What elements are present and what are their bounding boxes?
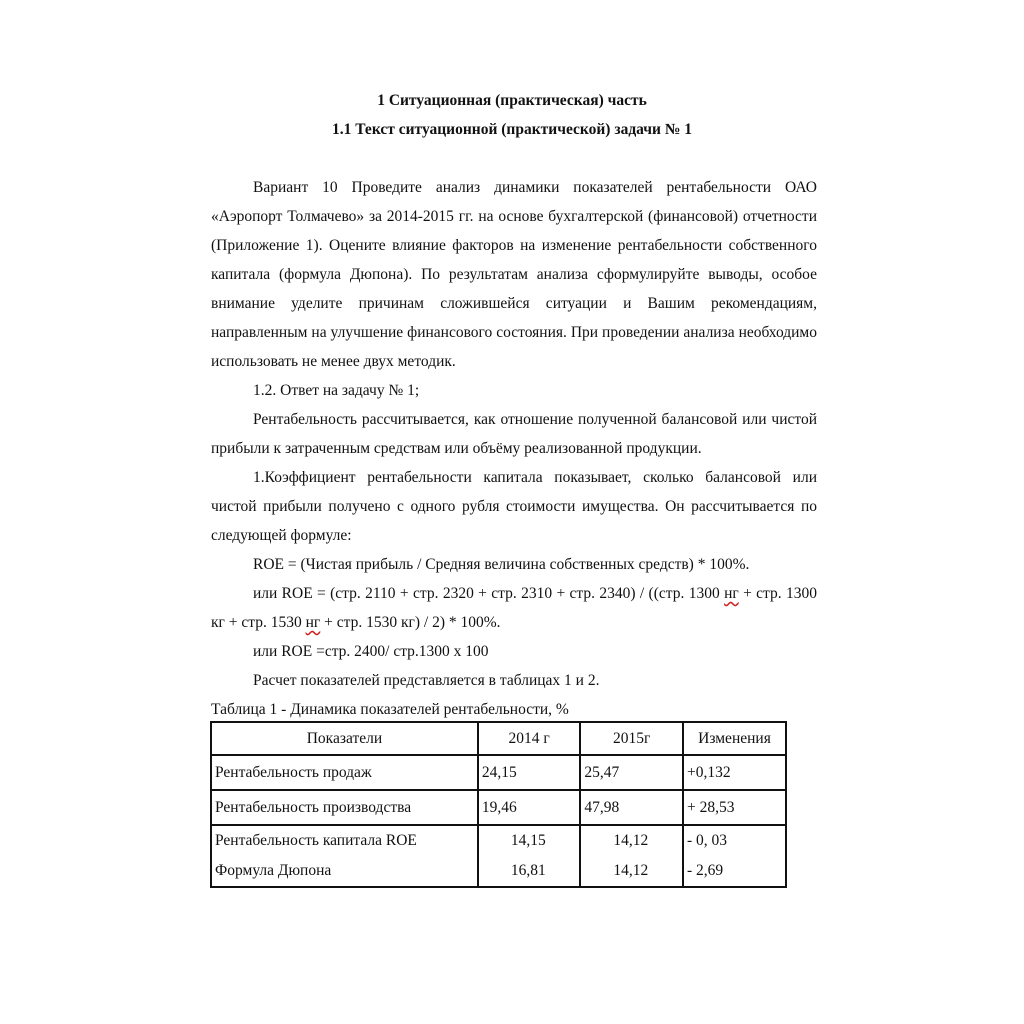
table-cell: 24,15	[478, 755, 581, 790]
table-caption: Таблица 1 - Динамика показателей рентабельности, %	[211, 701, 569, 718]
formula-part: + стр. 1530 кг) / 2) * 100%.	[320, 614, 501, 631]
table-row	[211, 825, 786, 887]
header-cell: Изменения	[683, 722, 786, 755]
table-row	[211, 755, 786, 790]
cell-line: - 2,69	[687, 862, 724, 879]
header-cell: Показатели	[211, 722, 478, 755]
formula-roe-lines	[211, 579, 817, 637]
table-cell: Рентабельность производства	[211, 790, 478, 825]
table-header-row	[211, 722, 786, 755]
task-heading: 1.1 Текст ситуационной (практической) задачи № 1	[331, 121, 693, 138]
table-cell: 25,47	[580, 755, 683, 790]
cell-line: 14,12	[613, 862, 649, 879]
cell-line: 14,15	[510, 832, 546, 849]
table-row	[211, 790, 786, 825]
formula-part: + стр. 1300 кг + стр. 1530	[211, 585, 817, 631]
definition-paragraph: Рентабельность рассчитывается, как отношение полученной балансовой или чистой прибыли к затраченным средствам или объёму реализованной продукции.	[211, 411, 817, 457]
table-cell	[478, 825, 581, 887]
formula-part: или ROE = (стр. 2110 + стр. 2320 + стр. 2310 + стр. 2340) / ((стр. 1300	[253, 585, 725, 602]
misspelled-word: нг	[724, 585, 739, 602]
formula-roe-short: или ROE =стр. 2400/ стр.1300 х 100	[253, 643, 489, 660]
table-cell	[580, 825, 683, 887]
header-cell: 2014 г	[478, 722, 581, 755]
profitability-table	[210, 721, 787, 888]
document-body	[211, 173, 817, 724]
formula-roe: ROE = (Чистая прибыль / Средняя величина собственных средств) * 100%.	[253, 556, 750, 573]
table-cell: +0,132	[683, 755, 786, 790]
cell-line: 16,81	[510, 862, 546, 879]
task-paragraph: Вариант 10 Проведите анализ динамики показателей рентабельности ОАО «Аэропорт Толмачево» за 2014-2015 гг. на основе бухгалтерской (финансовой) отчетности (Приложение 1). Оцените влияние факторов на изменение рентабельности собственного капитала (формула Дюпона). По результатам анализа сформулируйте выводы, особое внимание уделите причинам сложившейся ситуации и Вашим рекомендациям, направленным на улучшение финансового состояния. При проведении анализа необходимо использовать не менее двух методик.	[211, 179, 817, 370]
section-heading: 1 Ситуационная (практическая) часть	[377, 92, 647, 109]
table-cell: 47,98	[580, 790, 683, 825]
table-cell: + 28,53	[683, 790, 786, 825]
table-cell: 19,46	[478, 790, 581, 825]
answer-title: 1.2. Ответ на задачу № 1;	[253, 382, 420, 399]
table-cell	[683, 825, 786, 887]
cell-line: Формула Дюпона	[215, 862, 332, 879]
misspelled-word: нг	[305, 614, 321, 631]
tables-note: Расчет показателей представляется в таблицах 1 и 2.	[253, 672, 600, 689]
table-cell	[211, 825, 478, 887]
cell-line: Рентабельность капитала ROE	[215, 832, 417, 849]
coefficient-paragraph: 1.Коэффициент рентабельности капитала показывает, сколько балансовой или чистой прибыли получено с одного рубля стоимости имущества. Он рассчитывается по следующей формуле:	[211, 469, 817, 544]
cell-line: 14,12	[613, 832, 649, 849]
header-cell: 2015г	[580, 722, 683, 755]
table-cell: Рентабельность продаж	[211, 755, 478, 790]
cell-line: - 0, 03	[687, 832, 728, 849]
